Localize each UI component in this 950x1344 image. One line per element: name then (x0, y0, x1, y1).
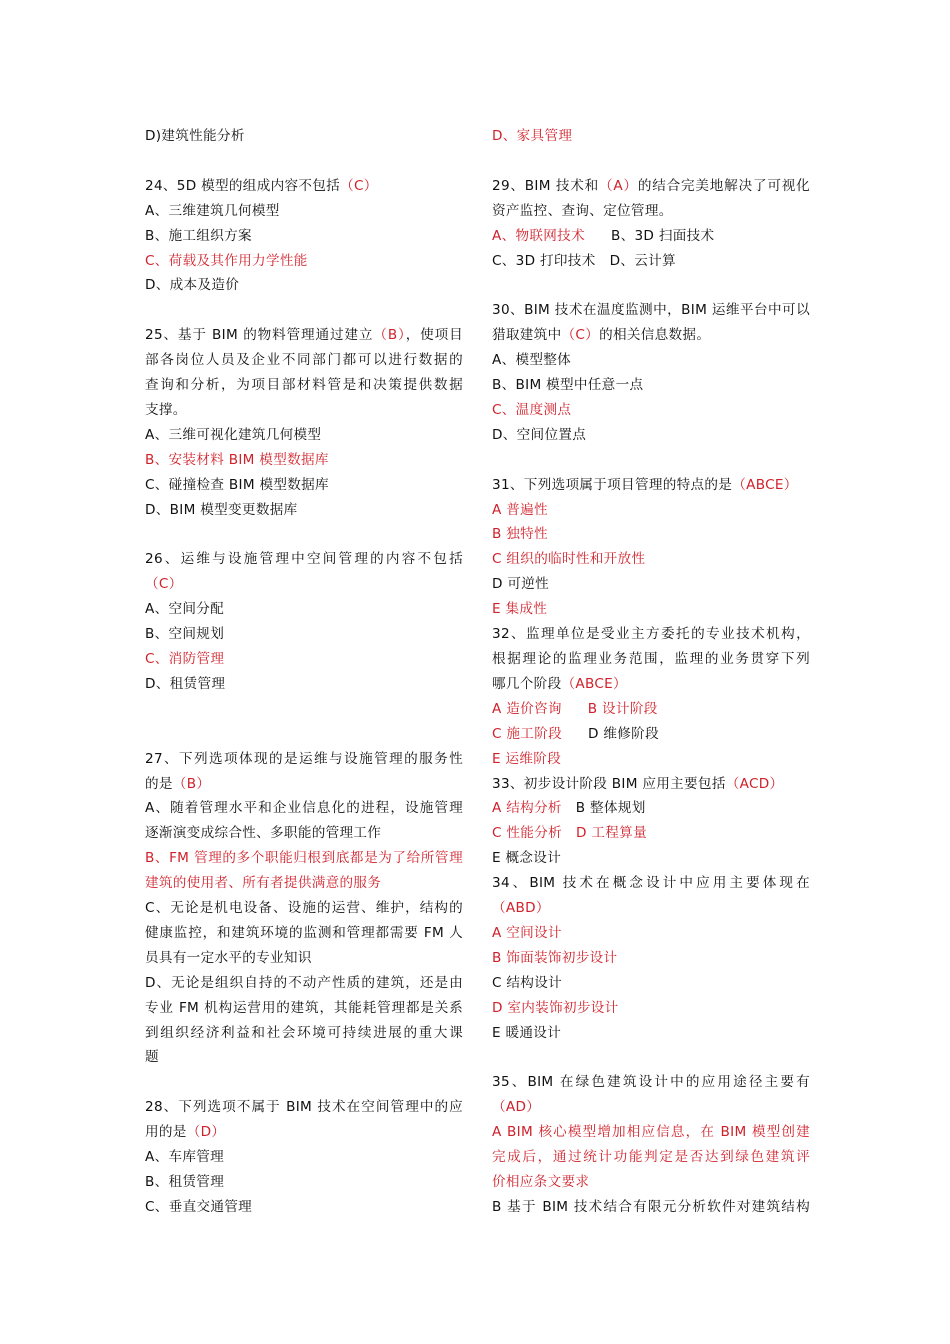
q25-stem-line-4: 支撑。 (145, 401, 187, 418)
q33-options-cd (492, 821, 810, 846)
q33-option-e: E 概念设计 (492, 850, 562, 867)
q31-option-c-correct: C 组织的临时性和开放性 (492, 551, 646, 568)
q25-option-c: C、碰撞检查 BIM 模型数据库 (145, 476, 329, 493)
q29-answer: （A） (599, 177, 638, 194)
q24-option-b: B、施工组织方案 (145, 227, 252, 244)
q26-option-d: D、租赁管理 (145, 675, 226, 692)
q32-stem-text: 哪几个阶段 (492, 675, 562, 692)
q29-option-c: C、3D 打印技术 (492, 252, 596, 269)
q31-option-e-correct: E 集成性 (492, 601, 548, 618)
q28-stem-line-1: 28、下列选项不属于 BIM 技术在空间管理中的应 (145, 1099, 463, 1116)
q31-stem (492, 473, 810, 498)
q29-options-cd (492, 249, 810, 274)
q35-option-a-correct-line-2: 完成后，通过统计功能判定是否达到绿色建筑评 (492, 1149, 810, 1166)
q27-option-c-line-2: 健康监控，和建筑环境的监测和管理都需要 FM 人 (145, 924, 463, 941)
q26-stem: 26、运维与设施管理中空间管理的内容不包括 (145, 551, 463, 568)
q28-stem-line-2 (145, 1120, 463, 1145)
q27-option-d-line-1: D、无论是组织自持的不动产性质的建筑，还是由 (145, 974, 463, 991)
q32-option-d: D 维修阶段 (588, 725, 659, 742)
q24-stem-text: 24、5D 模型的组成内容不包括 (145, 177, 341, 194)
q34-option-c: C 结构设计 (492, 974, 562, 991)
right-column (492, 124, 810, 1220)
q26-answer: （C） (145, 576, 183, 593)
q29-stem-line-2: 资产监控、查询、定位管理。 (492, 202, 673, 219)
q29-stem-line-1 (492, 174, 810, 199)
q25-option-d: D、BIM 模型变更数据库 (145, 501, 298, 518)
q35-option-b-line-1: B 基于 BIM 技术结合有限元分析软件对建筑结构 (492, 1198, 810, 1215)
q27-stem-line-2 (145, 772, 463, 797)
q25-stem-line-3: 查询和分析，为项目部材料管是和决策提供数据 (145, 377, 463, 394)
q29-stem-text-a: 29、BIM 技术和 (492, 177, 600, 194)
q30-option-c-correct: C、温度测点 (492, 401, 572, 418)
q30-answer: （C） (561, 327, 600, 344)
q29-option-d: D、云计算 (609, 252, 676, 269)
q34-answer: （ABD） (492, 900, 550, 917)
q27-stem-text: 的是 (145, 775, 173, 792)
q25-option-b-correct: B、安装材料 BIM 模型数据库 (145, 451, 329, 468)
q30-stem-line-2 (492, 323, 810, 348)
q35-stem: 35、BIM 在绿色建筑设计中的应用途径主要有 (492, 1074, 810, 1091)
q33-stem-text: 33、初步设计阶段 BIM 应用主要包括 (492, 775, 726, 792)
q32-answer: （ABCE） (561, 675, 627, 692)
q27-option-b-correct-line-1: B、FM 管理的多个职能归根到底都是为了给所管理 (145, 850, 463, 867)
q30-option-b: B、BIM 模型中任意一点 (492, 377, 644, 394)
q28-stem-text: 用的是 (145, 1124, 187, 1141)
q27-option-d-line-3: 到组织经济利益和社会环境可持续进展的重大课 (145, 1024, 463, 1041)
q27-option-a-line-2: 逐渐演变成综合性、多职能的管理工作 (145, 825, 382, 842)
q23-option-d: D)建筑性能分析 (145, 128, 245, 144)
q27-option-c-line-3: 员具有一定水平的专业知识 (145, 949, 312, 966)
q28-option-b: B、租赁管理 (145, 1173, 225, 1190)
q31-option-a-correct: A 普遍性 (492, 501, 548, 518)
q24-option-c-correct: C、荷载及其作用力学性能 (145, 252, 308, 269)
q34-option-e: E 暖通设计 (492, 1024, 562, 1041)
q30-stem-text-b: 的相关信息数据。 (599, 327, 711, 344)
q33-option-c-correct: C 性能分析 (492, 825, 562, 842)
q26-option-c-correct: C、消防管理 (145, 650, 225, 667)
q29-option-b: B、3D 扫面技术 (610, 227, 715, 244)
q27-option-d-line-4: 题 (145, 1049, 159, 1066)
q25-stem-text-b: ，使项目 (405, 327, 464, 344)
q34-stem: 34、BIM 技术在概念设计中应用主要体现在 (492, 875, 810, 892)
q35-option-a-correct-line-1: A BIM 核心模型增加相应信息，在 BIM 模型创建 (492, 1124, 810, 1141)
q26-option-a: A、空间分配 (145, 601, 225, 618)
q31-option-b-correct: B 独特性 (492, 526, 548, 543)
q27-option-c-line-1: C、无论是机电设备、设施的运营、维护，结构的 (145, 900, 463, 917)
q32-option-b-correct: B 设计阶段 (587, 700, 658, 717)
q32-option-e-correct: E 运维阶段 (492, 750, 562, 767)
q24-stem (145, 174, 463, 199)
q28-option-a: A、车库管理 (145, 1149, 225, 1166)
q29-stem-text-b: 的结合完美地解决了可视化 (637, 177, 810, 194)
q28-answer: （D） (186, 1124, 226, 1141)
q24-option-a: A、三维建筑几何模型 (145, 202, 280, 219)
q34-option-b-correct: B 饰面装饰初步设计 (492, 949, 618, 966)
q33-stem (492, 772, 810, 797)
q25-option-a: A、三维可视化建筑几何模型 (145, 426, 322, 443)
q28-option-d-correct: D、家具管理 (492, 128, 573, 144)
q27-stem-line-1: 27、下列选项体现的是运维与设施管理的服务性 (145, 750, 463, 767)
q25-stem-line-2: 部各岗位人员及企业不同部门都可以进行数据的 (145, 352, 463, 369)
q27-option-d-line-2: 专业 FM 机构运营用的建筑，其能耗管理都是关系 (145, 999, 463, 1016)
q35-option-a-correct-line-3: 价相应条文要求 (492, 1174, 590, 1190)
q32-stem-line-1: 32、监理单位是受业主方委托的专业技术机构， (492, 626, 810, 643)
q30-stem-line-1: 30、BIM 技术在温度监测中，BIM 运维平台中可以 (492, 302, 810, 319)
q31-stem-text: 31、下列选项属于项目管理的特点的是 (492, 476, 733, 493)
q35-answer: （AD） (492, 1099, 541, 1116)
q32-options-ab (492, 697, 810, 722)
q33-options-ab (492, 796, 810, 821)
q24-option-d: D、成本及造价 (145, 277, 240, 294)
q25-stem-text-a: 25、基于 BIM 的物料管理通过建立 (145, 327, 374, 344)
q33-option-d-correct: D 工程算量 (576, 825, 647, 842)
q27-option-a-line-1: A、随着管理水平和企业信息化的进程，设施管理 (145, 800, 463, 817)
q30-stem-text-a: 猎取建筑中 (492, 327, 562, 344)
q27-option-b-correct-line-2: 建筑的使用者、所有者提供满意的服务 (145, 875, 382, 892)
q29-option-a-correct: A、物联网技术 (492, 227, 585, 244)
q27-answer: （B） (172, 775, 211, 792)
left-column (145, 124, 463, 1220)
q33-option-b: B 整体规划 (575, 800, 646, 817)
q31-option-d: D 可逆性 (492, 576, 550, 593)
q32-stem-line-3 (492, 672, 810, 697)
q34-option-d-correct: D 室内装饰初步设计 (492, 999, 619, 1016)
q26-option-b: B、空间规划 (145, 626, 225, 643)
q32-option-c-correct: C 施工阶段 (492, 725, 562, 742)
q33-answer: （ACD） (725, 775, 784, 792)
q32-stem-line-2: 根据理论的监理业务范围，监理的业务贯穿下列 (492, 650, 810, 667)
q28-option-c: C、垂直交通管理 (145, 1198, 253, 1215)
q30-option-a: A、模型整体 (492, 352, 572, 369)
q32-options-cd (492, 722, 810, 747)
q32-option-a-correct: A 造价咨询 (492, 700, 562, 717)
q33-option-a-correct: A 结构分析 (492, 800, 562, 817)
q30-option-d: D、空间位置点 (492, 426, 587, 443)
q25-stem-line-1 (145, 323, 463, 348)
q29-options-ab (492, 224, 810, 249)
q24-answer: （C） (340, 177, 378, 194)
q34-option-a-correct: A 空间设计 (492, 924, 562, 941)
q31-answer: （ABCE） (732, 476, 798, 493)
q25-answer: （B） (373, 327, 406, 344)
